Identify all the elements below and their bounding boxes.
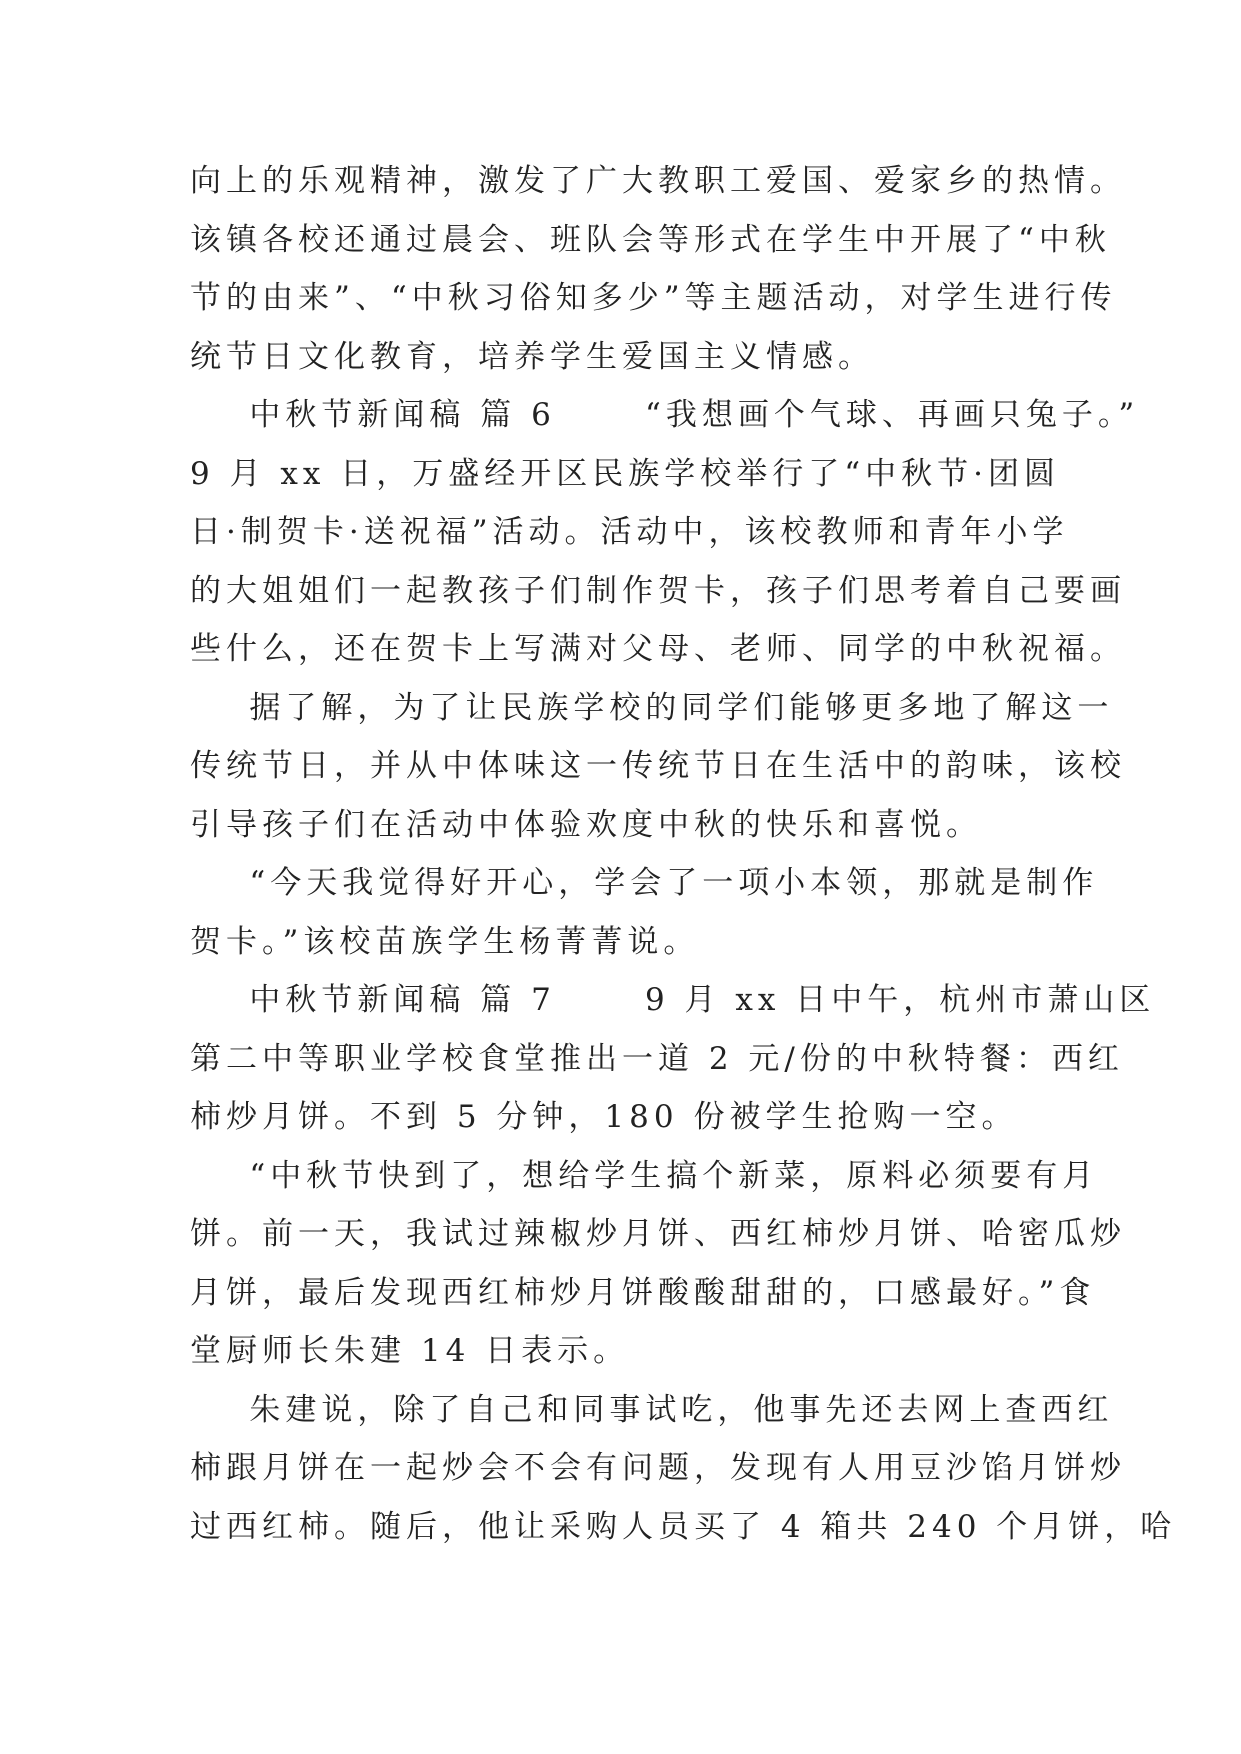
text-line: 该镇各校还通过晨会、班队会等形式在学生中开展了“中秋 — [190, 221, 1111, 258]
text-line: 的大姐姐们一起教孩子们制作贺卡，孩子们思考着自己要画 — [190, 572, 1126, 609]
text-line: 第二中等职业学校食堂推出一道 2 元/份的中秋特餐：西红 — [190, 1040, 1124, 1077]
text-line: 统节日文化教育，培养学生爱国主义情感。 — [190, 338, 874, 375]
text-line: 过西红柿。随后，他让采购人员买了 4 箱共 240 个月饼，哈 — [190, 1508, 1177, 1545]
text-line: 贺卡。”该校苗族学生杨菁菁说。 — [190, 923, 700, 960]
text-line: 节的由来”、“中秋习俗知多少”等主题活动，对学生进行传 — [190, 280, 1117, 316]
text-line: 月饼，最后发现西红柿炒月饼酸酸甜甜的，口感最好。”食 — [190, 1274, 1096, 1311]
text-line: 日·制贺卡·送祝福”活动。活动中，该校教师和青年小学 — [190, 514, 1069, 550]
text-line: 向上的乐观精神，激发了广大教职工爱国、爱家乡的热情。 — [190, 163, 1126, 199]
text-line: 据了解，为了让民族学校的同学们能够更多地了解这一 — [190, 689, 1114, 726]
text-line: “中秋节快到了，想给学生搞个新菜，原料必须要有月 — [190, 1157, 1099, 1194]
article-body — [190, 152, 1177, 1556]
text-line: 些什么，还在贺卡上写满对父母、老师、同学的中秋祝福。 — [190, 631, 1126, 667]
text-line: 饼。前一天，我试过辣椒炒月饼、西红柿炒月饼、哈密瓜炒 — [190, 1216, 1126, 1252]
text-line: 朱建说，除了自己和同事试吃，他事先还去网上查西红 — [190, 1391, 1114, 1428]
section-heading-line: 中秋节新闻稿 篇 7 9 月 xx 日中午，杭州市萧山区 — [190, 982, 1156, 1018]
text-line: 柿炒月饼。不到 5 分钟，180 份被学生抢购一空。 — [190, 1099, 1018, 1135]
text-line: 传统节日，并从中体味这一传统节日在生活中的韵味，该校 — [190, 748, 1126, 784]
section-heading-line: 中秋节新闻稿 篇 6 “我想画个气球、再画只兔子。” — [190, 397, 1140, 433]
text-line: 引导孩子们在活动中体验欢度中秋的快乐和喜悦。 — [190, 806, 982, 843]
text-line: 9 月 xx 日，万盛经开区民族学校举行了“中秋节·团圆 — [190, 455, 1060, 492]
text-line: 堂厨师长朱建 14 日表示。 — [190, 1333, 630, 1369]
text-line: 柿跟月饼在一起炒会不会有问题，发现有人用豆沙馅月饼炒 — [190, 1450, 1126, 1486]
text-line: “今天我觉得好开心，学会了一项小本领，那就是制作 — [190, 865, 1099, 901]
